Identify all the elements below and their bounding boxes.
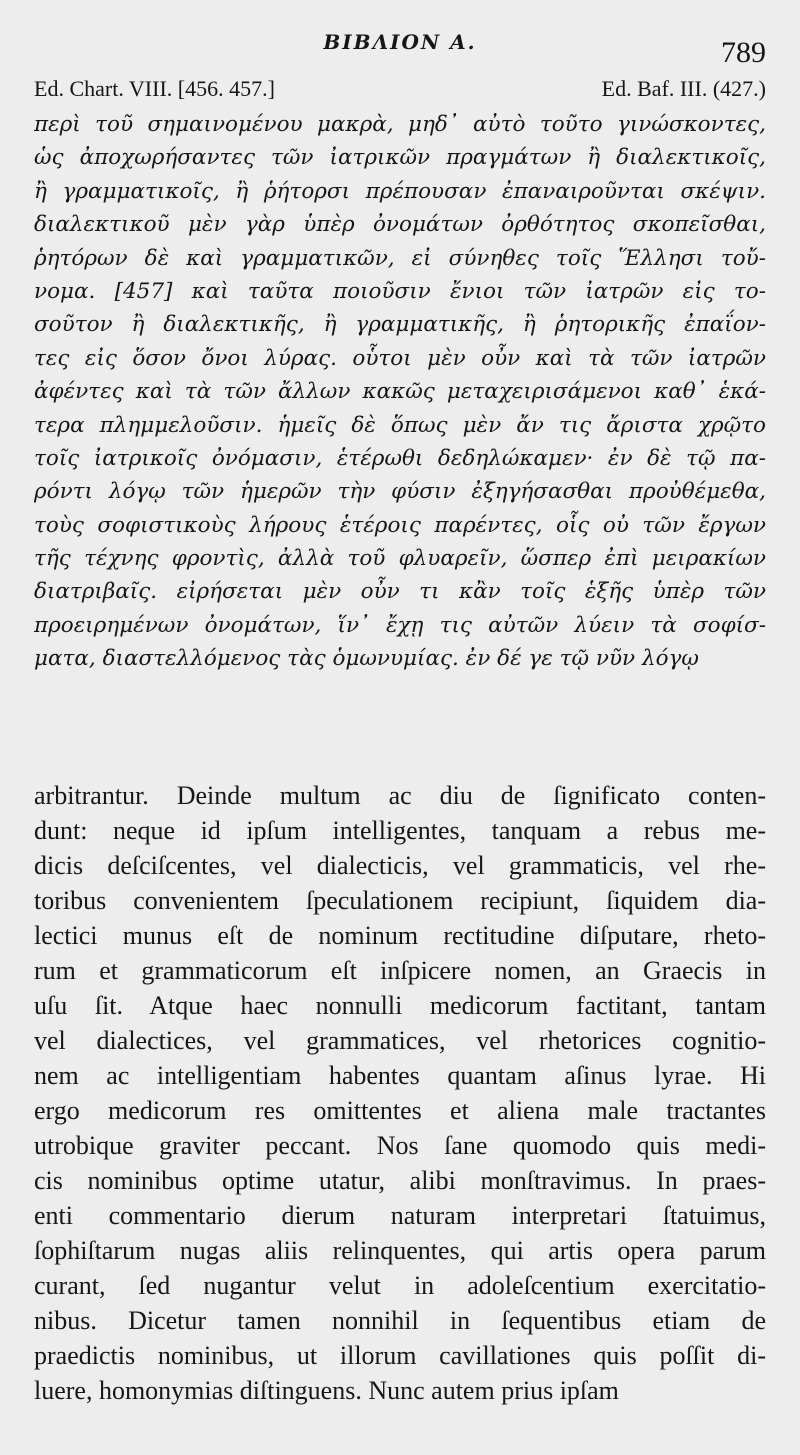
greek-text-line: ῥητόρων δὲ καὶ γραμματικῶν, εἰ σύνηθες τοῖς Ἕλλησι τοὔ- (34, 245, 766, 271)
latin-text-line: ſophiſtarum nugas aliis relinquentes, qui artis opera parum (34, 1236, 766, 1265)
latin-text-line: arbitrantur. Deinde multum ac diu de ſignificato conten- (34, 781, 766, 810)
latin-text-line: dicis deſciſcentes, vel dialecticis, vel grammaticis, vel rhe- (34, 851, 766, 880)
greek-text-line: ὡς ἀποχωρήσαντες τῶν ἰατρικῶν πραγμάτων ἢ διαλεκτικοῖς, (34, 145, 766, 171)
latin-text-block (34, 778, 766, 1408)
latin-text-line: utrobique graviter peccant. Nos ſane quomodo quis medi- (34, 1131, 766, 1160)
greek-text-line: σοῦτον ἢ διαλεκτικῆς, ἢ γραμματικῆς, ἢ ῥητορικῆς ἐπαΐον- (34, 312, 766, 338)
latin-text-line: luere, homonymias diſtinguens. Nunc autem prius ipſam (34, 1376, 619, 1405)
greek-text-line: ἀφέντες καὶ τὰ τῶν ἄλλων κακῶς μεταχειρισάμενοι καθ᾽ ἑκά- (34, 379, 766, 405)
latin-text-line: enti commentario dierum naturam interpretari ſtatuimus, (34, 1201, 766, 1230)
latin-text-line: nibus. Dicetur tamen nonnihil in ſequentibus etiam de (34, 1306, 766, 1335)
greek-text-block (34, 108, 766, 676)
greek-text-line: ματα, διαστελλόμενος τὰς ὁμωνυμίας. ἐν δέ γε τῷ νῦν λόγῳ (34, 646, 699, 672)
greek-text-line: ρόντι λόγῳ τῶν ἡμερῶν τὴν φύσιν ἐξηγήσασθαι προὐθέμεθα, (34, 479, 766, 505)
greek-text-line: νομα. [457] καὶ ταῦτα ποιοῦσιν ἔνιοι τῶν ἰατρῶν εἰς το- (34, 278, 766, 304)
edition-reference-basel: Ed. Baf. III. (427.) (601, 76, 766, 101)
greek-text-line: τες εἰς ὅσον ὄνοι λύρας. οὗτοι μὲν οὖν καὶ τὰ τῶν ἰατρῶν (34, 345, 766, 371)
edition-reference-chartier: Ed. Chart. VIII. [456. 457.] (34, 76, 275, 101)
latin-text-line: uſu ſit. Atque haec nonnulli medicorum factitant, tantam (34, 991, 766, 1020)
latin-text-line: vel dialectices, vel grammatices, vel rhetorices cognitio- (34, 1026, 766, 1055)
greek-text-line: περὶ τοῦ σημαινομένου μακρὰ, μηδ᾽ αὐτὸ τοῦτο γινώσκοντες, (34, 112, 766, 137)
latin-text-line: dunt: neque id ipſum intelligentes, tanquam a rebus me- (34, 816, 766, 845)
latin-text-line: nem ac intelligentiam habentes quantam aſinus lyrae. Hi (34, 1061, 766, 1090)
running-title: ΒΙΒΛΙΟΝ Α. (323, 30, 477, 54)
greek-text-line: τερα πλημμελοῦσιν. ἡμεῖς δὲ ὅπως μὲν ἄν τις ἄριστα χρῷτο (34, 412, 766, 438)
greek-text-line: διατριβαῖς. εἰρήσεται μὲν οὖν τι κἂν τοῖς ἑξῆς ὑπὲρ τῶν (34, 579, 766, 605)
latin-text-line: cis nominibus optime utatur, alibi monſtravimus. In praes- (34, 1166, 766, 1195)
greek-text-line: τοῖς ἰατρικοῖς ὀνόμασιν, ἑτέρωθι δεδηλώκαμεν· ἐν δὲ τῷ πα- (34, 445, 766, 471)
greek-text-line: ἢ γραμματικοῖς, ἢ ῥήτορσι πρέπουσαν ἐπαναιροῦνται σκέψιν. (34, 178, 766, 204)
greek-text-line: διαλεκτικοῦ μὲν γὰρ ὑπὲρ ὀνομάτων ὀρθότητος σκοπεῖσθαι, (34, 212, 766, 238)
latin-text-line: lectici munus eſt de nominum rectitudine diſputare, rheto- (34, 921, 766, 950)
latin-text-line: rum et grammaticorum eſt inſpicere nomen, an Graecis in (34, 956, 766, 985)
latin-text-line: ergo medicorum res omittentes et aliena male tractantes (34, 1096, 766, 1125)
greek-text-line: προειρημένων ὀνομάτων, ἵν᾽ ἔχῃ τις αὐτῶν λύειν τὰ σοφίσ- (34, 612, 766, 638)
greek-text-line: τοὺς σοφιστικοὺς λήρους ἑτέροις παρέντες, οἷς οὐ τῶν ἔργων (34, 512, 766, 538)
latin-text-line: praedictis nominibus, ut illorum cavillationes quis poſſit di- (34, 1341, 766, 1370)
latin-text-line: curant, ſed nugantur velut in adoleſcentium exercitatio- (34, 1271, 766, 1300)
greek-text-line: τῆς τέχνης φροντὶς, ἀλλὰ τοῦ φλυαρεῖν, ὥσπερ ἐπὶ μειρακίων (34, 546, 766, 572)
page-number: 789 (721, 36, 766, 69)
latin-text-line: toribus convenientem ſpeculationem recipiunt, ſiquidem dia- (34, 886, 766, 915)
